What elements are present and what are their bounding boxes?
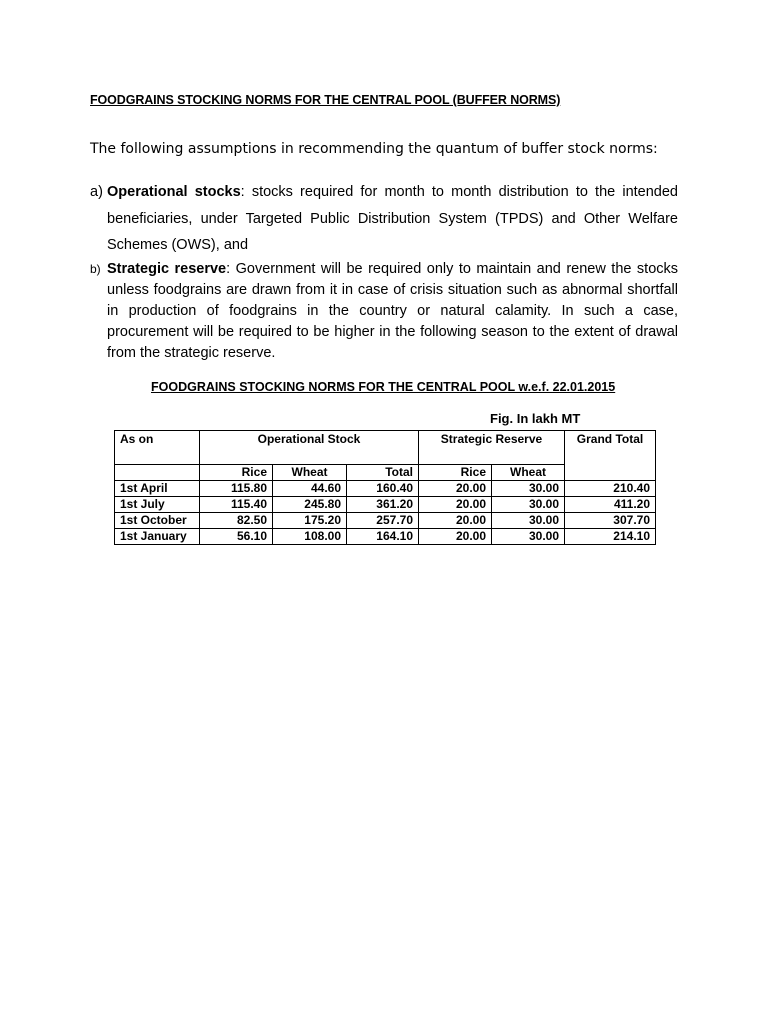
cell-total: 257.70 [347, 513, 419, 529]
cell-reserve-wheat: 30.00 [492, 481, 565, 497]
cell-total: 160.40 [347, 481, 419, 497]
term-strategic-reserve: Strategic reserve [107, 261, 227, 277]
cell-grand-total: 411.20 [565, 497, 656, 513]
definition-strategic-reserve: : Government will be required only to maintain and renew the stocks unless foodgrains are drawn from it in case of crisis situation such as abnormal shortfall in production of foodgrains in the country or natural calamity. In such a case, procurement will be required to be higher in the following season to the extent of drawal from the strategic reserve. [107, 261, 679, 361]
cell-reserve-wheat: 30.00 [492, 529, 565, 545]
header-total: Total [347, 465, 419, 481]
header-reserve-rice: Rice [419, 465, 492, 481]
page-title: FOODGRAINS STOCKING NORMS FOR THE CENTRAL POOL (BUFFER NORMS) [90, 93, 561, 107]
cell-reserve-rice: 20.00 [419, 497, 492, 513]
header-as-on: As on [115, 431, 200, 465]
table-row [115, 513, 656, 529]
cell-reserve-rice: 20.00 [419, 481, 492, 497]
cell-grand-total: 307.70 [565, 513, 656, 529]
definition-operational-stocks: : stocks required for month to month distribution to the intended beneficiaries, under Targeted Public Distribution System (TPDS) and Other Welfare Schemes (OWS), and [107, 184, 678, 253]
unit-note: Fig. In lakh MT [490, 411, 581, 426]
intro-paragraph: The following assumptions in recommending the quantum of buffer stock norms: [90, 141, 658, 157]
cell-wheat: 245.80 [273, 497, 347, 513]
list-marker-b: b) [90, 262, 101, 276]
header-wheat: Wheat [273, 465, 347, 481]
table-row [115, 497, 656, 513]
list-marker-a: a) [90, 184, 103, 200]
cell-wheat: 44.60 [273, 481, 347, 497]
header-operational-stock: Operational Stock [200, 431, 419, 465]
cell-grand-total: 210.40 [565, 481, 656, 497]
list-item-body [107, 259, 678, 364]
row-label: 1st July [115, 497, 200, 513]
header-strategic-reserve: Strategic Reserve [419, 431, 565, 465]
row-label: 1st January [115, 529, 200, 545]
cell-reserve-rice: 20.00 [419, 529, 492, 545]
table-header-row [115, 431, 656, 465]
cell-rice: 82.50 [200, 513, 273, 529]
list-item-operational-stocks [90, 179, 678, 259]
cell-grand-total: 214.10 [565, 529, 656, 545]
cell-total: 164.10 [347, 529, 419, 545]
header-rice: Rice [200, 465, 273, 481]
header-grand-total: Grand Total [565, 431, 656, 481]
cell-total: 361.20 [347, 497, 419, 513]
term-operational-stocks: Operational stocks [107, 184, 241, 200]
cell-rice: 115.40 [200, 497, 273, 513]
cell-reserve-wheat: 30.00 [492, 497, 565, 513]
cell-wheat: 175.20 [273, 513, 347, 529]
header-blank-cell [115, 465, 200, 481]
row-label: 1st April [115, 481, 200, 497]
list-item-strategic-reserve [90, 259, 678, 364]
list-item-body [107, 179, 678, 259]
row-label: 1st October [115, 513, 200, 529]
cell-rice: 56.10 [200, 529, 273, 545]
cell-wheat: 108.00 [273, 529, 347, 545]
table-row [115, 529, 656, 545]
cell-reserve-wheat: 30.00 [492, 513, 565, 529]
cell-reserve-rice: 20.00 [419, 513, 492, 529]
table-title: FOODGRAINS STOCKING NORMS FOR THE CENTRAL POOL w.e.f. 22.01.2015 [151, 380, 616, 394]
buffer-norms-table [114, 430, 656, 545]
header-reserve-wheat: Wheat [492, 465, 565, 481]
cell-rice: 115.80 [200, 481, 273, 497]
table-row [115, 481, 656, 497]
